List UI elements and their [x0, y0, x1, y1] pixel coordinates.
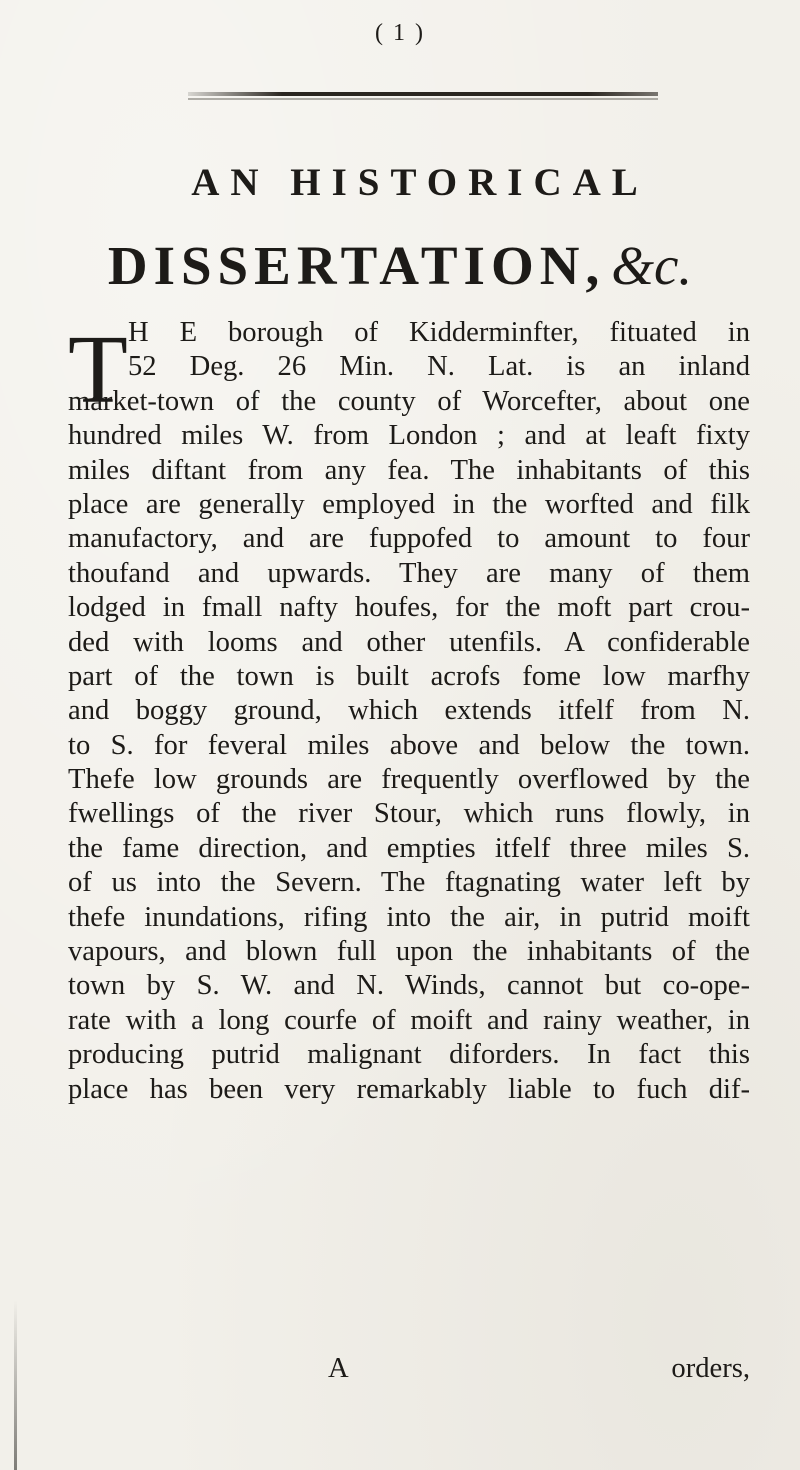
binding-edge: [14, 1300, 17, 1470]
text-line: fwellings of the river Stour, which runs flowly, in: [68, 798, 750, 830]
title-line-1: AN HISTORICAL: [191, 161, 649, 204]
text-line: manufactory, and are fuppofed to amount to four: [68, 523, 750, 555]
drop-cap: T: [68, 316, 128, 424]
text-line: Thefe low grounds are frequently overflowed by the: [68, 764, 750, 796]
text-line: thoufand and upwards. They are many of them: [68, 557, 750, 589]
page-number: ( 1 ): [375, 20, 425, 46]
title-main: DISSERTATION,: [107, 235, 606, 296]
text-line: rate with a long courfe of moift and rainy weather, in: [68, 1004, 750, 1036]
text-line: place has been very remarkably liable to fuch dif-: [68, 1073, 750, 1105]
text-line: to S. for feveral miles above and below the town.: [68, 729, 750, 761]
text-line: miles diftant from any fea. The inhabitants of this: [68, 454, 750, 486]
text-line: thefe inundations, rifing into the air, in putrid moift: [68, 901, 750, 933]
text-line: market-town of the county of Worcefter, about one: [68, 385, 750, 417]
text-line: producing putrid malignant diforders. In fact this: [68, 1039, 750, 1071]
text-line: the fame direction, and empties itfelf three miles S.: [68, 832, 750, 864]
text-line: hundred miles W. from London ; and at leaft fixty: [68, 420, 750, 452]
title-etc: &c.: [611, 235, 693, 296]
catchword: orders,: [671, 1353, 750, 1384]
body-text: [68, 316, 750, 1107]
header-rule: [188, 92, 658, 96]
text-line: ded with looms and other utenfils. A confiderable: [68, 626, 750, 658]
text-line: vapours, and blown full upon the inhabitants of the: [68, 936, 750, 968]
text-line: H E borough of Kidderminfter, fituated in: [128, 317, 750, 348]
text-line: and boggy ground, which extends itfelf from N.: [68, 695, 750, 727]
text-line: lodged in fmall nafty houfes, for the moft part crou-: [68, 592, 750, 624]
text-line: part of the town is built acrofs fome low marfhy: [68, 660, 750, 692]
text-line: place are generally employed in the worfted and filk: [68, 488, 750, 520]
text-line: 52 Deg. 26 Min. N. Lat. is an inland: [128, 351, 750, 383]
header-rule-thin: [188, 98, 658, 100]
text-line: of us into the Severn. The ftagnating water left by: [68, 867, 750, 899]
text-line: town by S. W. and N. Winds, cannot but co-ope-: [68, 970, 750, 1002]
title-line-2: [0, 234, 800, 297]
signature-mark: A: [328, 1353, 349, 1384]
